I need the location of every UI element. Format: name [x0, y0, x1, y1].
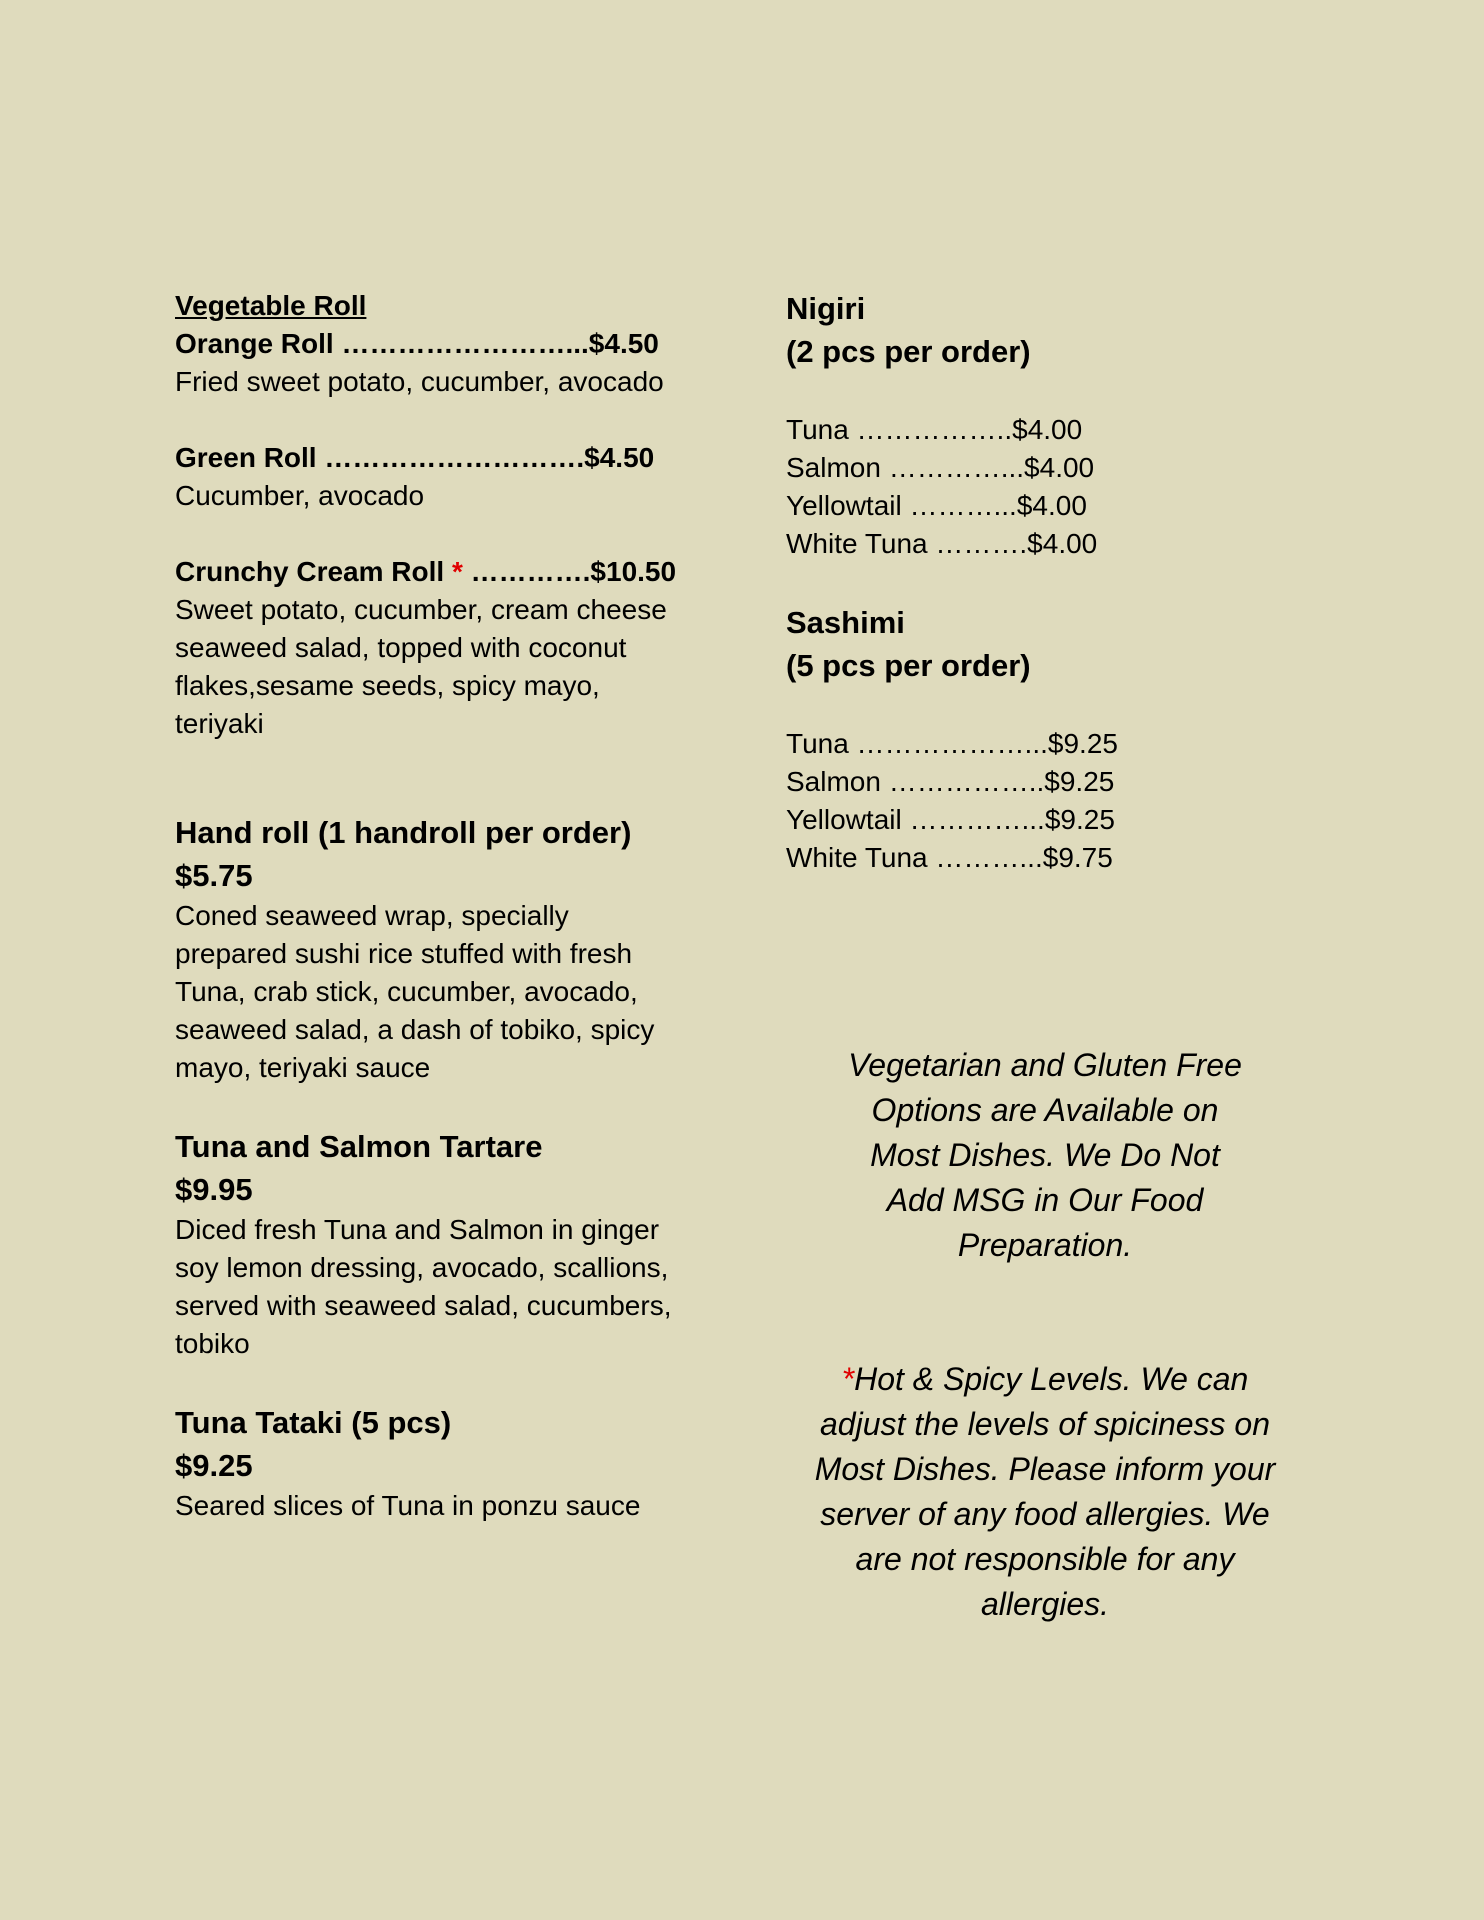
sashimi-title: Sashimi: [786, 605, 905, 640]
green-roll-desc: Cucumber, avocado: [175, 480, 425, 511]
tataki-price: $9.25: [175, 1448, 253, 1483]
hand-roll-desc-2: prepared sushi rice stuffed with fresh: [175, 938, 633, 969]
left-column: [175, 287, 735, 1525]
nigiri-title: Nigiri: [786, 291, 866, 326]
crunchy-roll-desc-1: Sweet potato, cucumber, cream cheese: [175, 594, 667, 625]
nigiri-item-tuna: Tuna ……………..$4.00: [786, 414, 1083, 445]
crunchy-roll-desc-3: flakes,sesame seeds, spicy mayo,: [175, 670, 600, 701]
vegetarian-note-line-2: Options are Available on: [871, 1092, 1219, 1128]
spicy-note: [790, 1357, 1300, 1627]
nigiri-item-yellowtail: Yellowtail ………...$4.00: [786, 490, 1087, 521]
sashimi-item-tuna: Tuna ………………...$9.25: [786, 728, 1118, 759]
tataki-desc-1: Seared slices of Tuna in ponzu sauce: [175, 1490, 641, 1521]
crunchy-roll-desc-4: teriyaki: [175, 708, 264, 739]
vegetarian-note-line-1: Vegetarian and Gluten Free: [848, 1047, 1242, 1083]
tartare-desc-3: served with seaweed salad, cucumbers,: [175, 1290, 672, 1321]
crunchy-roll-desc-2: seaweed salad, topped with coconut: [175, 632, 627, 663]
tartare-price: $9.95: [175, 1172, 253, 1207]
hand-roll-desc-5: mayo, teriyaki sauce: [175, 1052, 431, 1083]
hand-roll-price: $5.75: [175, 858, 253, 893]
tataki-title: Tuna Tataki (5 pcs): [175, 1405, 452, 1440]
spicy-note-line-4: server of any food allergies. We: [820, 1496, 1270, 1532]
spicy-note-line-1: [790, 1357, 1300, 1402]
hand-roll-desc-3: Tuna, crab stick, cucumber, avocado,: [175, 976, 638, 1007]
sashimi-item-white-tuna: White Tuna ………...$9.75: [786, 842, 1113, 873]
vegetable-roll-heading: Vegetable Roll: [175, 290, 367, 321]
sashimi-item-yellowtail: Yellowtail …………...$9.25: [786, 804, 1115, 835]
tartare-title: Tuna and Salmon Tartare: [175, 1129, 543, 1164]
green-roll-name: Green Roll ……………………….$4.50: [175, 442, 655, 473]
vegetarian-note-line-5: Preparation.: [957, 1227, 1133, 1263]
vegetarian-note-line-4: Add MSG in Our Food: [886, 1182, 1204, 1218]
spicy-note-star: *: [841, 1361, 855, 1397]
sashimi-item-salmon: Salmon ……………..$9.25: [786, 766, 1115, 797]
crunchy-roll-name: [175, 553, 735, 591]
crunchy-roll-name-a: Crunchy Cream Roll: [175, 556, 452, 587]
nigiri-item-white-tuna: White Tuna ……….$4.00: [786, 528, 1098, 559]
sashimi-subtitle: (5 pcs per order): [786, 648, 1031, 683]
vegetarian-note: [790, 1043, 1300, 1268]
orange-roll-desc: Fried sweet potato, cucumber, avocado: [175, 366, 664, 397]
nigiri-item-salmon: Salmon …………...$4.00: [786, 452, 1095, 483]
tartare-desc-4: tobiko: [175, 1328, 250, 1359]
spicy-note-line-3: Most Dishes. Please inform your: [814, 1451, 1276, 1487]
spicy-note-line-5: are not responsible for any: [855, 1541, 1235, 1577]
vegetarian-note-line-3: Most Dishes. We Do Not: [870, 1137, 1220, 1173]
hand-roll-title: Hand roll (1 handroll per order): [175, 815, 632, 850]
hand-roll-desc-4: seaweed salad, a dash of tobiko, spicy: [175, 1014, 655, 1045]
spicy-star-marker: *: [451, 556, 463, 587]
spicy-note-line-2: adjust the levels of spiciness on: [819, 1406, 1271, 1442]
nigiri-subtitle: (2 pcs per order): [786, 334, 1031, 369]
orange-roll-name: Orange Roll ……………………...$4.50: [175, 328, 659, 359]
tartare-desc-1: Diced fresh Tuna and Salmon in ginger: [175, 1214, 660, 1245]
spicy-note-first-text: Hot & Spicy Levels. We can: [854, 1361, 1249, 1397]
hand-roll-desc-1: Coned seaweed wrap, specially: [175, 900, 569, 931]
spicy-note-line-6: allergies.: [980, 1586, 1110, 1622]
tartare-desc-2: soy lemon dressing, avocado, scallions,: [175, 1252, 669, 1283]
crunchy-roll-name-b: ………….$10.50: [462, 556, 677, 587]
right-column: [786, 287, 1306, 877]
